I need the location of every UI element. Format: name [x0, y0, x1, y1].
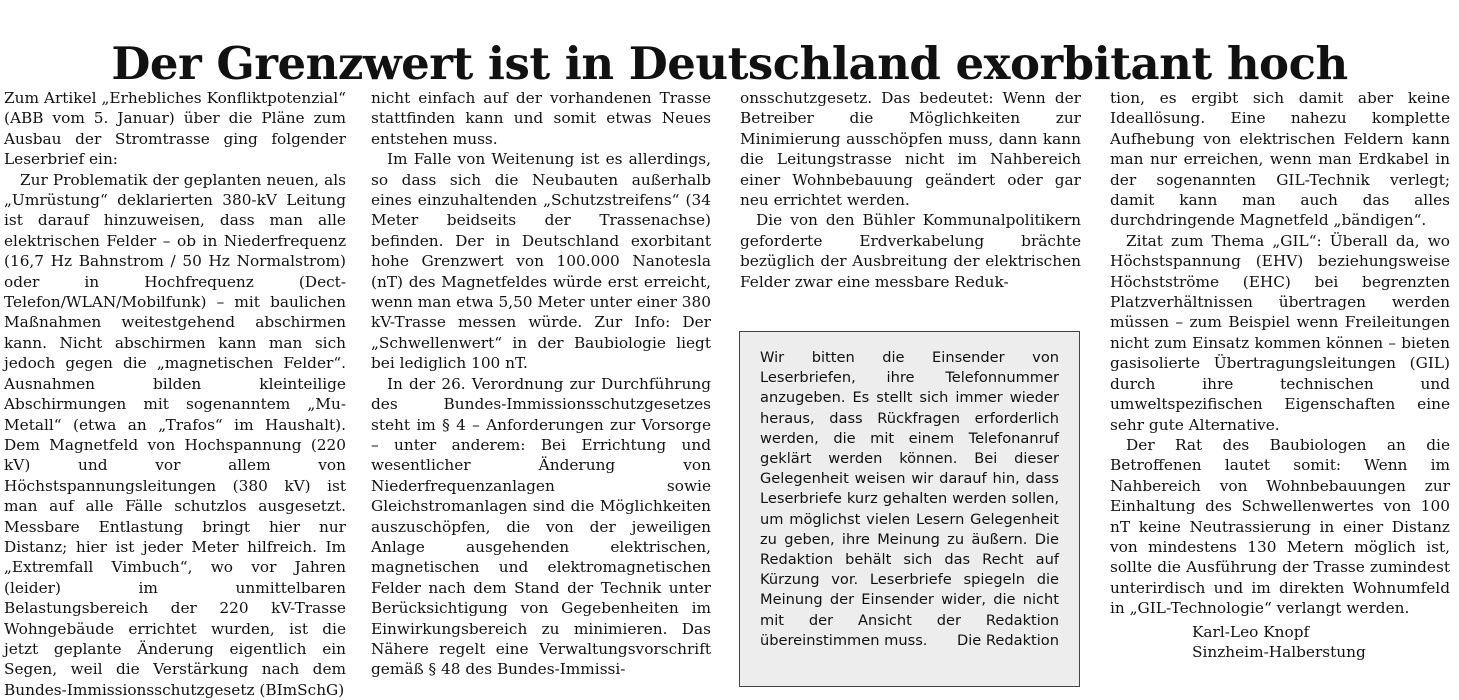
- article-column-2: [371, 88, 711, 680]
- body-paragraph: Der Rat des Baubiologen an die Betroffenen lautet somit: Wenn im Nahbereich von Wohnbebauungen zur Einhaltung des Schwellenwertes von 100 nT keine Neutrassierung in einer Distanz von mindestens 130 Metern möglich ist, sollte die Ausführung der Trasse zumindest unterirdisch und im direkten Wohnumfeld in „GIL-Technologie“ verlangt werden.: [1110, 435, 1450, 618]
- headline: Der Grenzwert ist in Deutschland exorbitant hoch: [111, 37, 1348, 91]
- author-name: Karl-Leo Knopf: [1192, 622, 1310, 641]
- intro-paragraph: Zum Artikel „Erhebliches Konfliktpotenzial“ (ABB vom 5. Januar) über die Pläne zum Ausbau der Stromtrasse ging folgender Leserbrief ein:: [4, 89, 346, 169]
- editorial-notice-box: [739, 331, 1080, 687]
- body-paragraph: Zur Problematik der geplanten neuen, als „Umrüstung“ deklarierten 380-kV Leitung ist darauf hinzuweisen, dass man alle elektrischen Felder – ob in Niederfrequenz (16,7 Hz Bahnstrom / 50 Hz Normalstrom) oder in Hochfrequenz (Dect-Telefon/WLAN/Mobilfunk) – mit baulichen Maßnahmen weitestgehend abschirmen kann. Nicht abschirmen kann man sich jedoch gegen die „magnetischen Felder“. Ausnahmen bilden kleinteilige Abschirmungen mit sogenanntem „Mu-Metall“ (etwa an „Trafos“ im Haushalt). Dem Magnetfeld von Hochspannung (220 kV) und vor allem von Höchstspannungsleitungen (380 kV) ist man auf alle Fälle schutzlos ausgesetzt. Messbare Entlastung bringt hier nur Distanz; hier ist jeder Meter hilfreich. Im „Extremfall Vimbuch“, wo vor Jahren (leider) im unmittelbaren Belastungsbereich der 220 kV-Trasse Wohngebäude errichtet wurden, ist die jetzt geplante Änderung eigentlich ein Segen, weil die Verstärkung nach dem Bundes-Immissionsschutzgesetz (BImSchG): [4, 170, 346, 699]
- editorial-signoff: Die Redaktion: [957, 631, 1059, 649]
- body-paragraph: Zitat zum Thema „GIL“: Überall da, wo Höchstspannung (EHV) beziehungsweise Höchstströme (EHC) bei begrenzten Platzverhältnissen übertragen werden müssen – zum Beispiel wenn Freileitungen nicht zum Einsatz kommen können – bieten gasisolierte Übertragungsleitungen (GIL) durch ihre technischen und umweltspezifischen Eigenschaften eine sehr gute Alternative.: [1110, 231, 1450, 434]
- author-place: Sinzheim-Halberstung: [1192, 642, 1366, 661]
- body-paragraph: Die von den Bühler Kommunalpolitikern geforderte Erdverkabelung brächte bezüglich der Ausbreitung der elektrischen Felder zwar eine messbare Reduk-: [740, 211, 1081, 291]
- editorial-notice-text: Wir bitten die Einsender von Leserbriefen, ihre Telefonnummer anzugeben. Es stellt sich immer wieder heraus, dass Rückfragen erforderlich werden, die mit einem Telefonanruf geklärt werden können. Bei dieser Gelegenheit weisen wir darauf hin, dass Leserbriefe kurz gehalten werden sollen, um möglichst vielen Lesern Gelegenheit zu geben, ihre Meinung zu äußern. Die Redaktion behält sich das Recht auf Kürzung vor. Leserbriefe spiegeln die Meinung der Einsender wider, die nicht mit der Ansicht der Redaktion übereinstimmen muss.: [760, 349, 1059, 649]
- article-column-3: [740, 88, 1081, 292]
- body-paragraph: In der 26. Verordnung zur Durchführung des Bundes-Immissionsschutzgesetzes steht im § 4 – Anforderungen zur Vorsorge – unter anderem: Bei Errichtung und wesentlicher Änderung von Niederfrequenzanlagen sowie Gleichstromanlagen sind die Möglichkeiten auszuschöpfen, die von der jeweiligen Anlage ausgehenden elektrischen, magnetischen und elektromagnetischen Felder nach dem Stand der Technik unter Berücksichtigung von Gegebenheiten im Einwirkungsbereich zu minimieren. Das Nähere regelt eine Verwaltungsvorschrift gemäß § 48 des Bundes-Immissi-: [371, 374, 711, 679]
- article-column-4: [1110, 88, 1450, 662]
- body-paragraph: onsschutzgesetz. Das bedeutet: Wenn der Betreiber die Möglichkeiten zur Minimierung ausschöpfen muss, dann kann die Leitungstrasse nicht im Nahbereich einer Wohnbebauung geändert oder gar neu errichtet werden.: [740, 89, 1081, 210]
- body-paragraph: nicht einfach auf der vorhandenen Trasse stattfinden kann und somit etwas Neues entstehen muss.: [371, 89, 711, 148]
- article-column-1: [4, 88, 346, 700]
- author-signature: [1110, 622, 1450, 663]
- body-paragraph: tion, es ergibt sich damit aber keine Ideallösung. Eine nahezu komplette Aufhebung von elektrischen Feldern kann man nur erreichen, wenn man Erdkabel in der sogenannten GIL-Technik verlegt; damit kann man auch das alles durchdringende Magnetfeld „bändigen“.: [1110, 89, 1450, 230]
- body-paragraph: Im Falle von Weitenung ist es allerdings, so dass sich die Neubauten außerhalb eines einzuhaltenden „Schutzstreifens“ (34 Meter beidseits der Trassenachse) befinden. Der in Deutschland exorbitant hohe Grenzwert von 100.000 Nanotesla (nT) des Magnetfeldes würde erst erreicht, wenn man etwa 5,50 Meter unter einer 380 kV-Trasse messen würde. Zur Info: Der „Schwellenwert“ in der Baubiologie liegt bei lediglich 100 nT.: [371, 150, 711, 373]
